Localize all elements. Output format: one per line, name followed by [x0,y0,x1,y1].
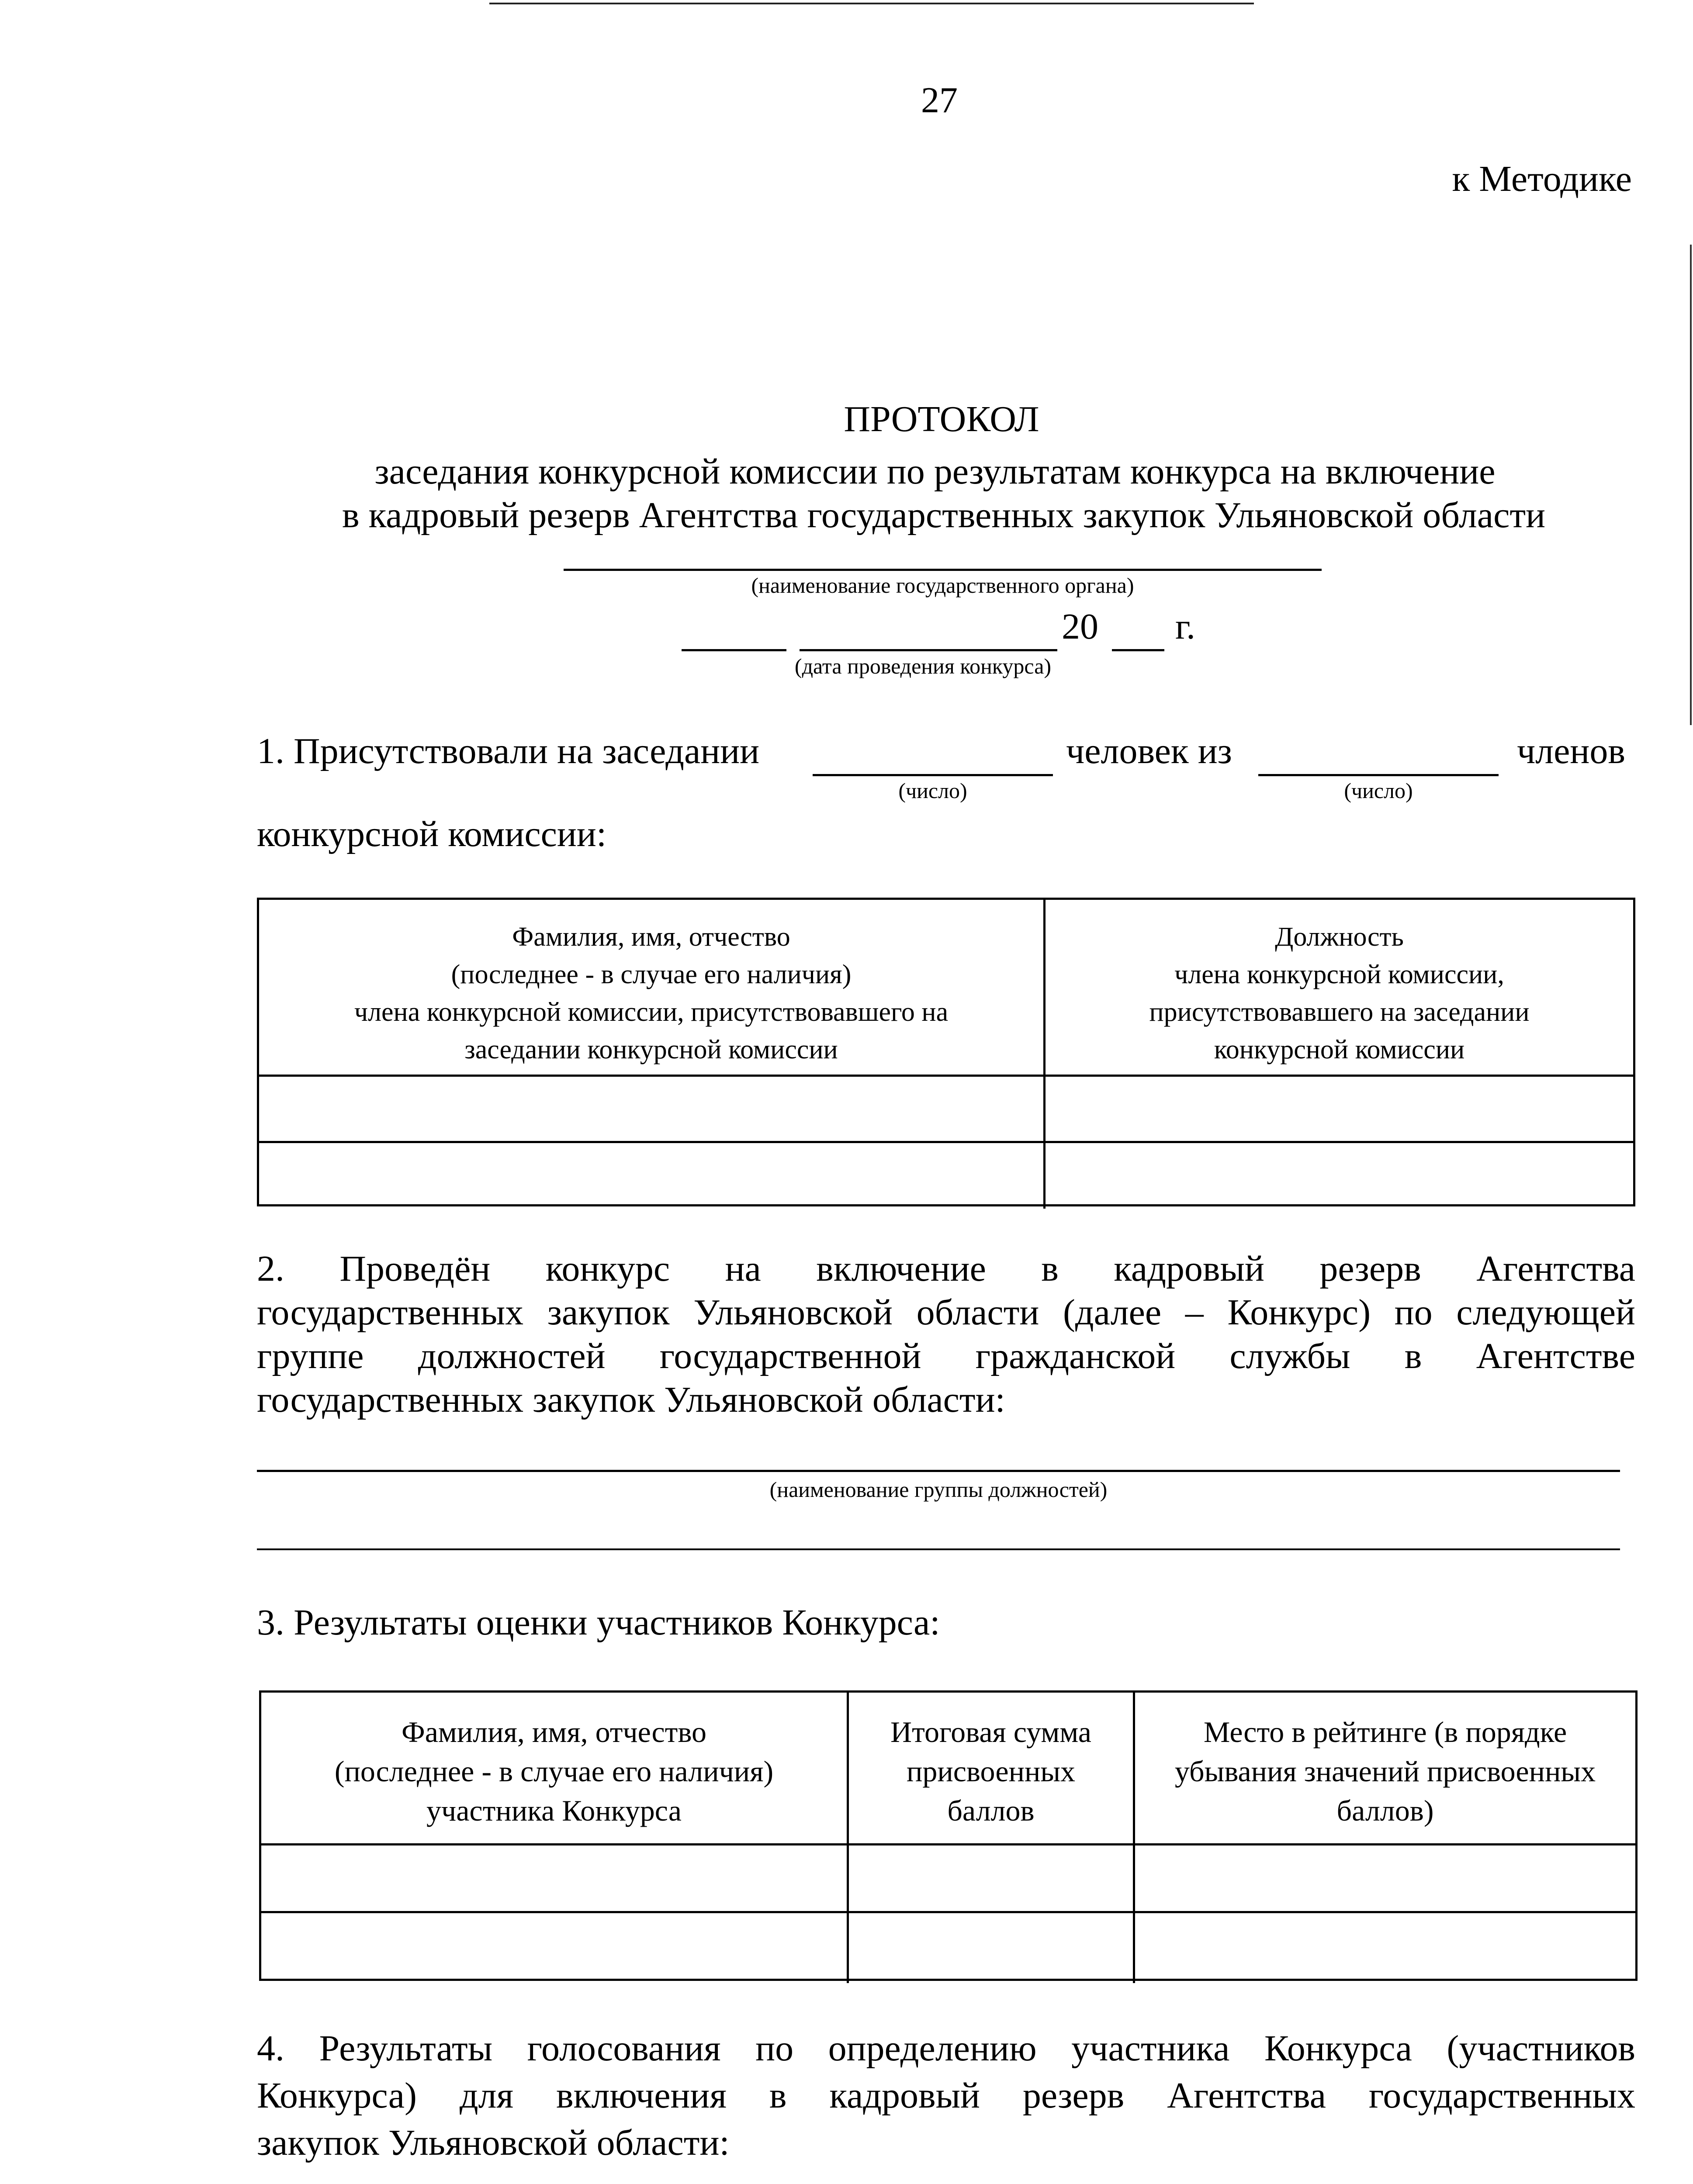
section2-line1: 2. Проведён конкурс на включение в кадровый резерв Агентства [257,1248,1635,1289]
date-year-suffix: г. [1175,606,1195,647]
appendix-reference: к Методике [1452,159,1632,199]
date-year-prefix: 20 [1062,606,1098,647]
organ-name-line [564,569,1322,571]
section2-line3: группе должностей государственной гражданской службы в Агентстве [257,1336,1635,1376]
table-row [259,1143,1633,1204]
position-group-line1 [257,1470,1620,1472]
section1-present-count-caption: (число) [898,778,967,803]
section1-commission-text: конкурсной комиссии: [257,814,607,854]
section2-line2: государственных закупок Ульяновской области (далее – Конкурс) по следующей [257,1292,1635,1333]
section4-line2: Конкурса) для включения в кадровый резерв Агентства государственных [257,2075,1635,2116]
members-table [257,898,1635,1206]
date-year-line [1112,649,1164,651]
section3-heading: 3. Результаты оценки участников Конкурса: [257,1602,940,1643]
protocol-heading: ПРОТОКОЛ [844,399,1039,439]
section1-members-text: членов [1516,731,1625,771]
results-table [259,1690,1638,1981]
position-group-line2 [257,1548,1620,1550]
members-table-header-name: Фамилия, имя, отчество (последнее - в случае его наличия) члена конкурсной комиссии, присутствовавшего на заседании конкурсной комиссии [354,922,949,1064]
table-row [259,1077,1633,1141]
date-month-line [800,649,1057,651]
section4-line3: закупок Ульяновской области: [257,2122,730,2163]
section1-present-text: 1. Присутствовали на заседании [257,731,760,771]
table-row [261,1845,1635,1911]
section2-line4: государственных закупок Ульяновской области: [257,1379,1005,1420]
position-group-caption: (наименование группы должностей) [769,1477,1108,1502]
results-table-header-name: Фамилия, имя, отчество (последнее - в случае его наличия) участника Конкурса [334,1715,774,1827]
section1-of-text: человек из [1066,731,1232,771]
organ-name-caption: (наименование государственного органа) [751,573,1134,598]
scan-artifact-top [489,3,1254,4]
date-caption: (дата проведения конкурса) [794,654,1052,678]
results-table-header-rank: Место в рейтинге (в порядке убывания значений присвоенных баллов) [1174,1715,1596,1827]
date-day-line [682,649,786,651]
page-number: 27 [921,80,958,121]
protocol-subtitle-line1: заседания конкурсной комиссии по результатам конкурса на включение [374,451,1496,492]
section1-total-count-line [1258,774,1499,776]
protocol-subtitle-line2: в кадровый резерв Агентства государственных закупок Ульяновской области [342,495,1546,536]
members-table-header-position: Должность члена конкурсной комиссии, присутствовавшего на заседании конкурсной комиссии [1149,922,1530,1064]
section1-total-count-caption: (число) [1344,778,1413,803]
table-row [261,1913,1635,1979]
section1-present-count-line [813,774,1053,776]
results-table-header-score: Итоговая сумма присвоенных баллов [890,1715,1091,1827]
section4-line1: 4. Результаты голосования по определению участника Конкурса (участников [257,2028,1635,2069]
